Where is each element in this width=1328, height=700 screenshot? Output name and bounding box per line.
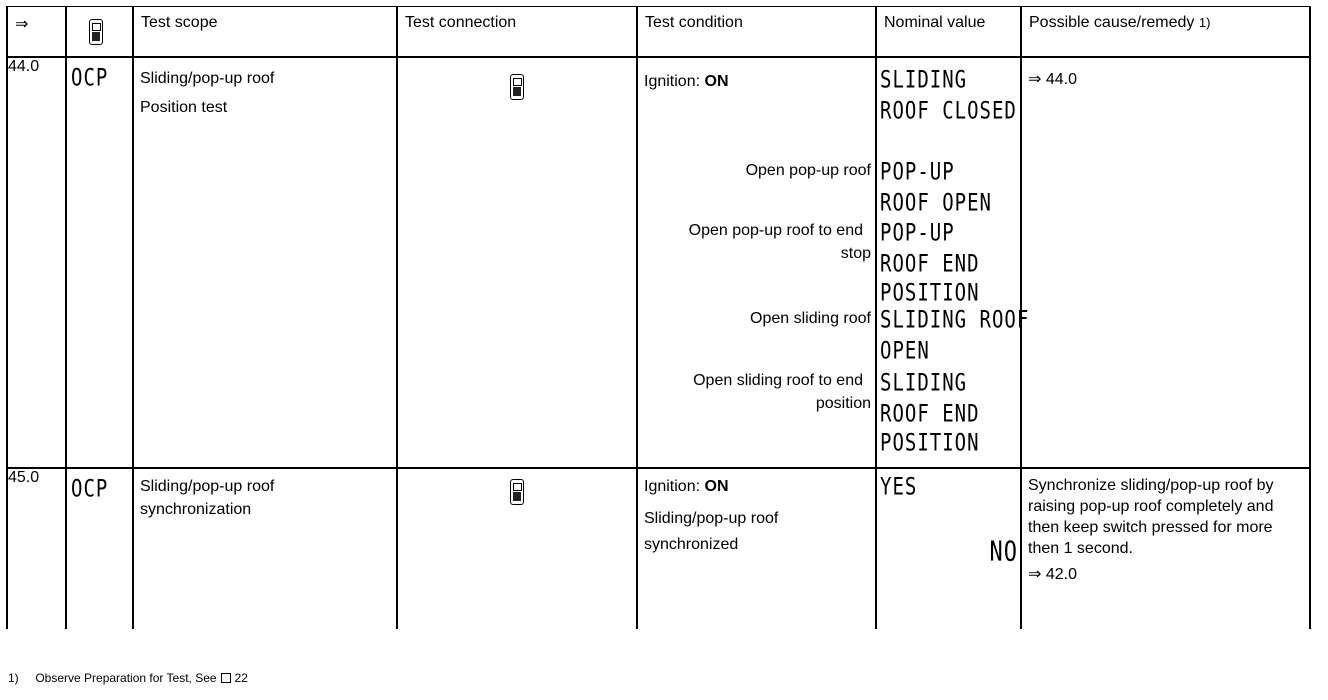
code-cell	[66, 468, 133, 629]
header-tester-cell	[66, 7, 133, 57]
nominal-cell	[876, 57, 1030, 468]
header-row	[7, 7, 1310, 57]
nominal-no: NO	[989, 536, 1018, 568]
nominal-line: ROOF END	[880, 399, 980, 428]
remedy-ref: ⇒ 42.0	[1028, 565, 1077, 583]
condition-label: Ignition:	[644, 72, 701, 90]
nominal-group	[880, 369, 980, 458]
nominal-cell	[876, 468, 1021, 629]
nominal-line: POP-UP	[880, 218, 955, 247]
nominal-line: POSITION	[880, 278, 980, 307]
scope-line: Sliding/pop-up roof	[140, 69, 275, 87]
scope-line: synchronization	[140, 500, 252, 518]
nominal-group	[880, 66, 1017, 126]
nominal-line: SLIDING ROOF	[880, 305, 1030, 334]
condition-open-sliding: Open sliding roof	[750, 309, 871, 327]
step-number: 44.0	[7, 57, 66, 468]
code-value: OCP	[71, 474, 109, 503]
remedy-cell	[1021, 57, 1310, 468]
footnote-number: 1)	[8, 671, 19, 685]
header-test-connection: Test connection	[397, 7, 637, 57]
header-possible-cause	[1021, 7, 1310, 57]
condition-synced-2: synchronized	[644, 535, 739, 553]
header-cause-label: Possible cause/remedy	[1029, 14, 1195, 31]
tester-icon	[510, 74, 524, 100]
nominal-yes: YES	[880, 472, 918, 501]
nominal-line: OPEN	[880, 336, 930, 365]
nominal-group	[880, 219, 980, 308]
table-row	[7, 468, 1310, 629]
condition-open-popup-end-2: stop	[840, 244, 871, 262]
header-cause-ref: 1)	[1198, 15, 1211, 30]
connection-cell	[397, 468, 637, 629]
nominal-line: POP-UP	[880, 157, 955, 186]
condition-cell	[637, 57, 876, 468]
test-table	[6, 6, 1311, 629]
footnote-text: Observe Preparation for Test, See	[35, 671, 217, 685]
tester-icon	[89, 19, 103, 45]
tester-icon	[510, 479, 524, 505]
page-ref-icon	[221, 673, 231, 683]
header-test-scope: Test scope	[133, 7, 397, 57]
footnote	[8, 671, 248, 685]
table-row	[7, 57, 1310, 468]
condition-bold: ON	[704, 477, 729, 495]
nominal-line: SLIDING	[880, 65, 968, 94]
remedy-ref: ⇒ 44.0	[1028, 70, 1077, 88]
connection-cell	[397, 57, 637, 468]
header-arrow: ⇒	[7, 7, 66, 57]
nominal-line: POSITION	[880, 428, 980, 457]
code-cell	[66, 57, 133, 468]
code-value: OCP	[71, 63, 109, 92]
remedy-cell	[1021, 468, 1310, 629]
condition-synced: Sliding/pop-up roof	[644, 509, 779, 527]
scope-line: Sliding/pop-up roof	[140, 477, 275, 495]
header-test-condition: Test condition	[637, 7, 876, 57]
nominal-group	[880, 306, 1029, 366]
condition-open-sliding-end: Open sliding roof to end	[693, 371, 863, 389]
footnote-page: 22	[234, 671, 248, 685]
scope-cell	[133, 57, 397, 468]
condition-open-sliding-end-2: position	[815, 394, 871, 412]
condition-open-popup: Open pop-up roof	[745, 161, 871, 179]
condition-open-popup-end: Open pop-up roof to end	[688, 221, 863, 239]
condition-bold: ON	[704, 72, 729, 90]
remedy-text: Synchronize sliding/pop-up roof by raising pop-up roof completely and then keep switch pressed for more then 1 second.	[1028, 476, 1274, 557]
condition-ignition	[644, 70, 729, 93]
scope-cell	[133, 468, 397, 629]
nominal-line: ROOF CLOSED	[880, 96, 1017, 125]
condition-ignition	[644, 475, 875, 498]
condition-label: Ignition:	[644, 477, 701, 495]
step-number: 45.0	[7, 468, 66, 629]
nominal-line: ROOF OPEN	[880, 188, 992, 217]
nominal-line: ROOF END	[880, 249, 980, 278]
scope-line: Position test	[140, 98, 228, 116]
nominal-line: SLIDING	[880, 368, 968, 397]
header-nominal-value: Nominal value	[876, 7, 1021, 57]
condition-cell	[637, 468, 876, 629]
nominal-group	[880, 158, 992, 218]
